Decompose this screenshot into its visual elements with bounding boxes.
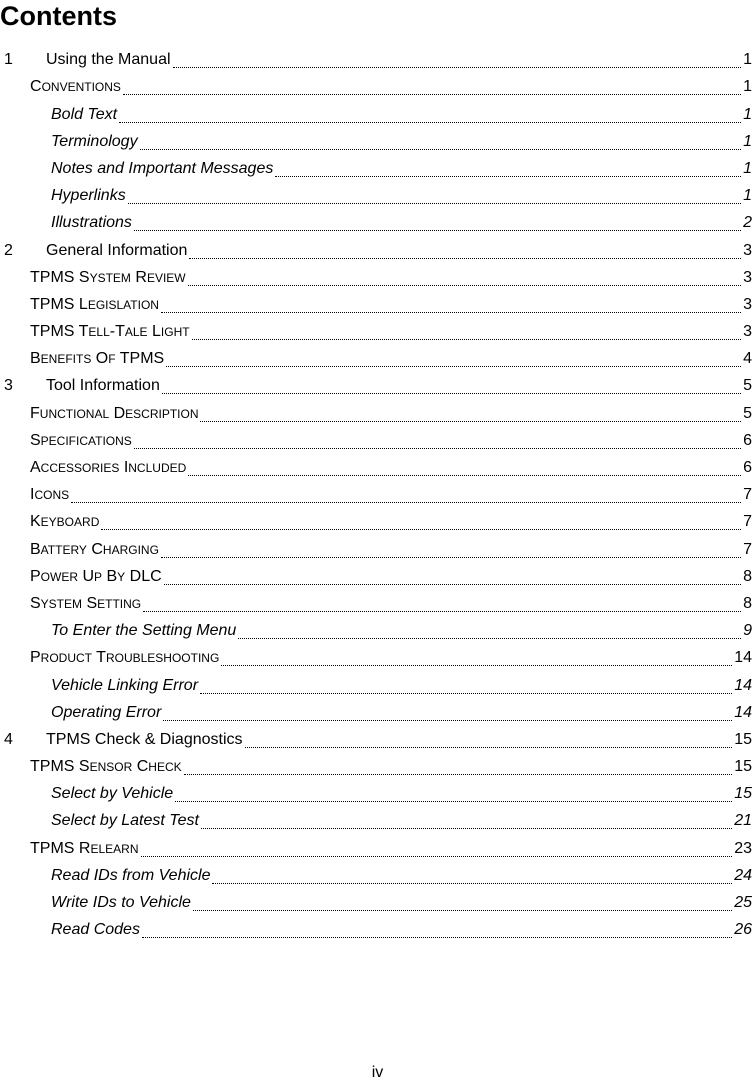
dot-leader	[201, 828, 732, 829]
toc-entry[interactable]	[0, 588, 755, 615]
toc-entry-title: BENEFITS OF TPMS	[30, 350, 165, 368]
toc-page-number: 7	[743, 540, 752, 558]
dot-leader	[189, 258, 741, 259]
toc-entry-title: TPMS LEGISLATION	[30, 295, 159, 313]
toc-page-number: 3	[743, 241, 752, 259]
toc-page-number: 14	[734, 676, 752, 694]
toc-page-number: 5	[743, 404, 752, 422]
dot-leader	[188, 475, 741, 476]
toc-page-number: 1	[743, 132, 752, 150]
dot-leader	[134, 230, 741, 231]
toc-page-number: 23	[734, 839, 752, 857]
dot-leader	[162, 393, 741, 394]
dot-leader	[166, 366, 741, 367]
toc-page-number: 1	[743, 187, 752, 205]
dot-leader	[143, 611, 741, 612]
toc-page-number: 8	[743, 567, 752, 585]
toc-entry-title: SPECIFICATIONS	[30, 431, 132, 449]
toc-entry[interactable]	[0, 397, 755, 424]
dot-leader	[101, 529, 741, 530]
toc-entry[interactable]	[0, 234, 755, 261]
toc-entry[interactable]	[0, 479, 755, 506]
toc-page-number: 1	[743, 51, 752, 69]
toc-page-number: 1	[743, 78, 752, 96]
toc-entry-title: Select by Latest Test	[51, 812, 199, 830]
toc-entry[interactable]	[0, 642, 755, 669]
dot-leader	[200, 421, 741, 422]
toc-entry-title: Notes and Important Messages	[51, 159, 274, 177]
toc-entry[interactable]	[0, 860, 755, 887]
page-number: iv	[371, 1064, 384, 1081]
toc-entry-title: TPMS SENSOR CHECK	[30, 758, 182, 776]
toc-page-number: 5	[743, 377, 752, 395]
toc-entry[interactable]	[0, 751, 755, 778]
toc-page-number: 15	[734, 758, 752, 776]
dot-leader	[238, 638, 741, 639]
toc-entry[interactable]	[0, 98, 755, 125]
toc-entry[interactable]	[0, 724, 755, 751]
toc-entry[interactable]	[0, 343, 755, 370]
toc-entry-title: Terminology	[51, 132, 138, 150]
toc-page-number: 8	[743, 594, 752, 612]
toc-page-number: 14	[734, 703, 752, 721]
toc-entry-title: TPMS RELEARN	[30, 839, 139, 857]
table-of-contents	[0, 44, 755, 941]
toc-chapter-number: 4	[4, 730, 13, 748]
toc-entry-title: 2 General Information	[4, 240, 189, 262]
dot-leader	[221, 665, 732, 666]
toc-entry[interactable]	[0, 778, 755, 805]
toc-entry-title: Select by Vehicle	[51, 785, 174, 803]
toc-page-number: 15	[734, 785, 752, 803]
toc-page-number: 26	[734, 921, 752, 939]
dot-leader	[275, 176, 741, 177]
toc-entry-title: ICONS	[30, 486, 70, 504]
toc-chapter-number: 2	[4, 241, 13, 259]
toc-entry[interactable]	[0, 615, 755, 642]
dot-leader	[193, 910, 732, 911]
toc-page-number: 15	[734, 730, 752, 748]
toc-entry-title: KEYBOARD	[30, 513, 100, 531]
toc-entry[interactable]	[0, 452, 755, 479]
toc-entry-title: SYSTEM SETTING	[30, 594, 142, 612]
toc-entry[interactable]	[0, 126, 755, 153]
toc-entry-title: FUNCTIONAL DESCRIPTION	[30, 404, 199, 422]
toc-page-number: 9	[743, 622, 752, 640]
toc-entry[interactable]	[0, 533, 755, 560]
toc-entry[interactable]	[0, 805, 755, 832]
toc-entry[interactable]	[0, 207, 755, 234]
toc-page-number: 7	[743, 486, 752, 504]
toc-page-number: 21	[734, 812, 752, 830]
toc-page-number: 1	[743, 159, 752, 177]
toc-entry-title: 1 Using the Manual	[4, 49, 173, 71]
toc-entry[interactable]	[0, 425, 755, 452]
dot-leader	[192, 339, 742, 340]
dot-leader	[71, 502, 741, 503]
toc-page-number: 3	[743, 295, 752, 313]
toc-chapter-number: 1	[4, 51, 13, 69]
toc-page-number: 3	[743, 268, 752, 286]
toc-entry[interactable]	[0, 153, 755, 180]
toc-entry-title: 3 Tool Information	[4, 375, 162, 397]
toc-page-number: 6	[743, 431, 752, 449]
toc-entry-title: Vehicle Linking Error	[51, 676, 199, 694]
toc-page-number: 1	[743, 105, 752, 123]
dot-leader	[161, 557, 741, 558]
toc-entry-title: BATTERY CHARGING	[30, 540, 159, 558]
toc-entry[interactable]	[0, 262, 755, 289]
toc-entry[interactable]	[0, 316, 755, 343]
toc-page-number: 24	[734, 866, 752, 884]
dot-leader	[142, 937, 732, 938]
dot-leader	[173, 67, 742, 68]
dot-leader	[245, 747, 733, 748]
toc-entry-title: 4 TPMS Check & Diagnostics	[4, 729, 245, 751]
toc-entry[interactable]	[0, 370, 755, 397]
dot-leader	[141, 856, 733, 857]
dot-leader	[161, 312, 741, 313]
toc-entry-title: Operating Error	[51, 703, 162, 721]
toc-entry-title: CONVENTIONS	[30, 78, 121, 96]
toc-page-number: 7	[743, 513, 752, 531]
dot-leader	[184, 774, 733, 775]
toc-entry[interactable]	[0, 887, 755, 914]
dot-leader	[164, 584, 741, 585]
toc-entry-title: Write IDs to Vehicle	[51, 894, 191, 911]
toc-entry[interactable]	[0, 180, 755, 207]
dot-leader	[119, 122, 741, 123]
toc-entry-title: Bold Text	[51, 105, 118, 123]
toc-entry-title: TPMS SYSTEM REVIEW	[30, 268, 186, 286]
toc-entry-title: Hyperlinks	[51, 187, 126, 205]
toc-entry[interactable]	[0, 506, 755, 533]
toc-page-number: 6	[743, 459, 752, 476]
toc-entry[interactable]	[0, 914, 755, 941]
toc-entry[interactable]	[0, 832, 755, 859]
toc-entry-title: POWER UP BY DLC	[30, 567, 162, 585]
toc-entry-title: Illustrations	[51, 214, 132, 232]
dot-leader	[175, 801, 732, 802]
dot-leader	[128, 203, 741, 204]
toc-entry[interactable]	[0, 71, 755, 98]
toc-entry[interactable]	[0, 44, 755, 71]
toc-entry-title: PRODUCT TROUBLESHOOTING	[30, 649, 220, 667]
dot-leader	[123, 94, 741, 95]
toc-page-number: 2	[743, 214, 752, 232]
toc-entry-title: ACCESSORIES INCLUDED	[30, 459, 187, 476]
dot-leader	[134, 448, 741, 449]
toc-entry[interactable]	[0, 697, 755, 724]
toc-page-number: 25	[734, 894, 752, 911]
page-title: Contents	[0, 1, 117, 31]
dot-leader	[200, 693, 732, 694]
toc-entry[interactable]	[0, 289, 755, 316]
toc-entry[interactable]	[0, 669, 755, 696]
dot-leader	[188, 285, 741, 286]
toc-entry[interactable]	[0, 561, 755, 588]
toc-entry-title: Read Codes	[51, 921, 140, 939]
toc-page-number: 4	[743, 350, 752, 368]
toc-chapter-number: 3	[4, 377, 13, 395]
toc-entry-title: TPMS TELL-TALE LIGHT	[30, 323, 190, 341]
toc-page-number: 3	[743, 323, 752, 341]
dot-leader	[163, 720, 732, 721]
toc-page-number: 14	[734, 649, 752, 667]
dot-leader	[212, 883, 732, 884]
toc-entry-title: Read IDs from Vehicle	[51, 866, 211, 884]
toc-entry-title: To Enter the Setting Menu	[51, 622, 237, 640]
dot-leader	[140, 149, 742, 150]
